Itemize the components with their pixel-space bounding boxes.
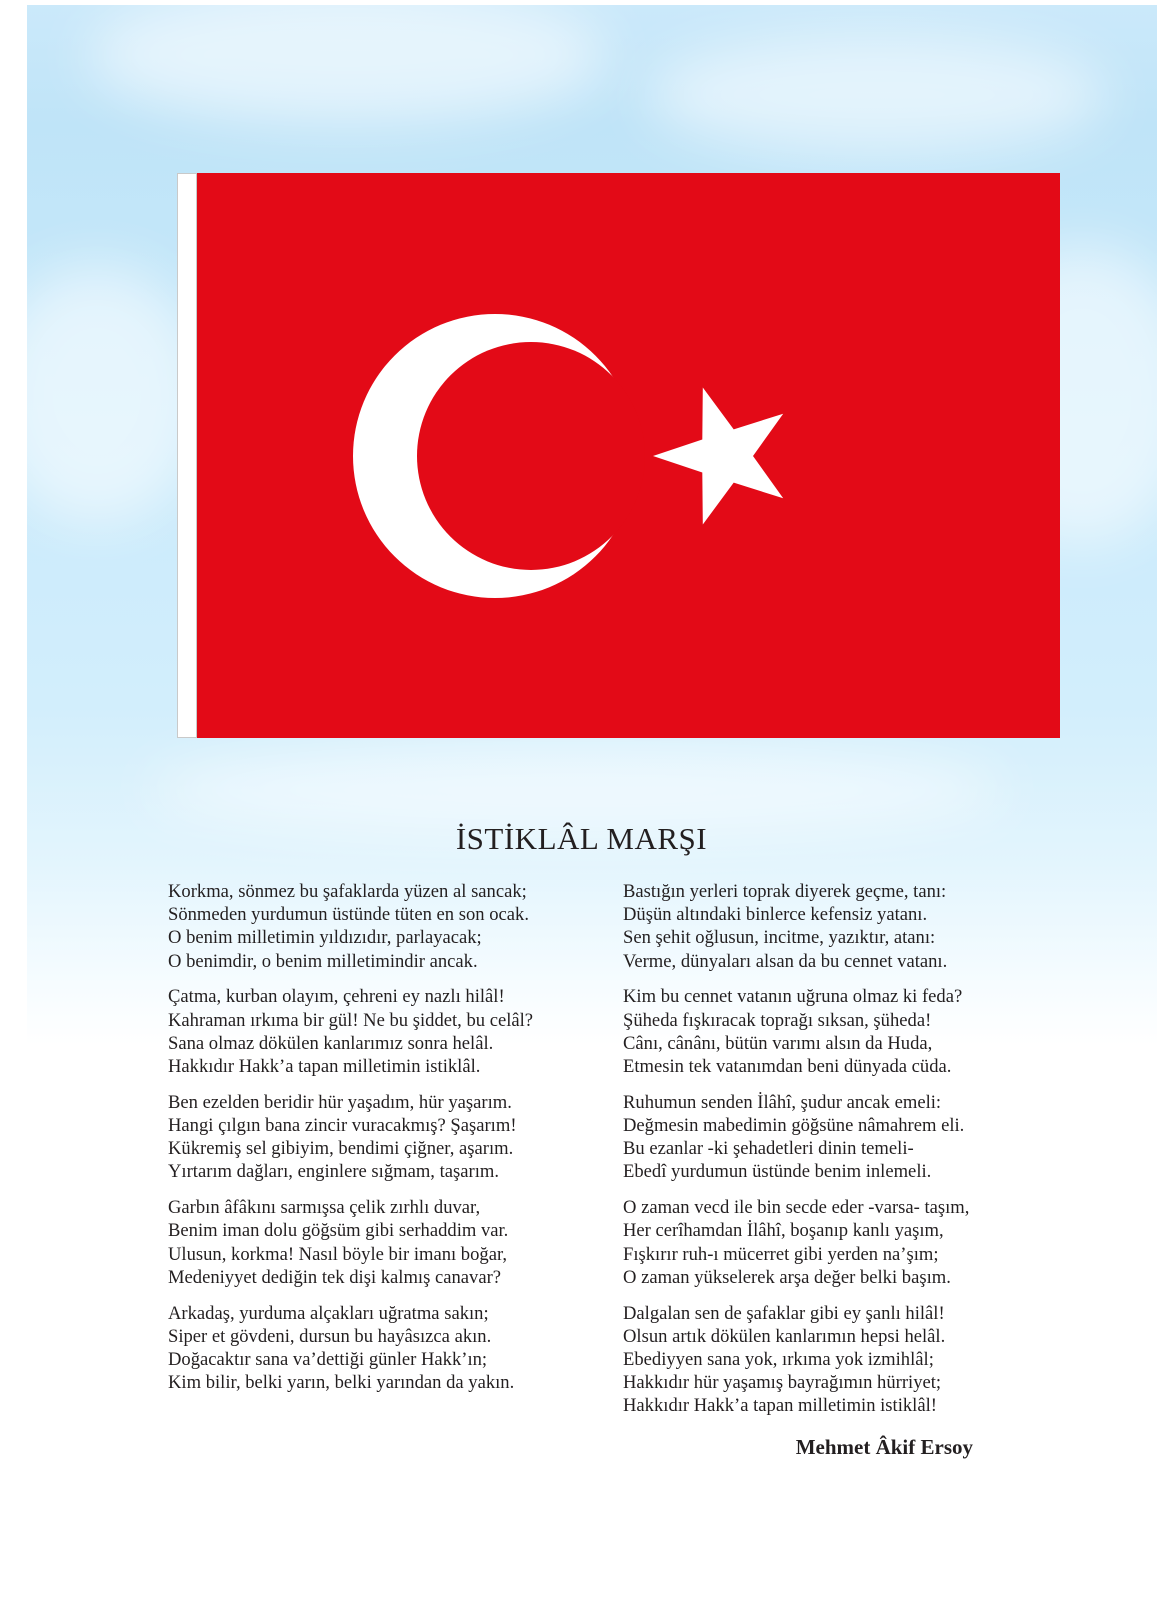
verse-line: Ebediyyen sana yok, ırkıma yok izmihlâl; <box>623 1349 934 1371</box>
verse-line: Medeniyyet dediğin tek dişi kalmış canavar? <box>168 1266 502 1288</box>
verse-line: Hakkıdır hür yaşamış bayrağımın hürriyet; <box>623 1372 942 1394</box>
anthem-left-column <box>168 880 588 1407</box>
turkish-flag <box>177 173 1060 738</box>
verse-line: Hakkıdır Hakk’a tapan milletimin istiklâl! <box>623 1395 937 1417</box>
stanza <box>168 1091 588 1184</box>
verse-line: Çatma, kurban olayım, çehreni ey nazlı hilâl! <box>168 986 505 1008</box>
verse-line: Kim bu cennet vatanın uğruna olmaz ki feda? <box>623 986 963 1008</box>
verse-line: Hangi çılgın bana zincir vuracakmış? Şaşarım! <box>168 1115 517 1137</box>
verse-line: Benim iman dolu göğsüm gibi serhaddim var. <box>168 1220 509 1242</box>
verse-line: Bastığın yerleri toprak diyerek geçme, tanı: <box>623 881 947 902</box>
verse-line: Ben ezelden beridir hür yaşadım, hür yaşarım. <box>168 1091 512 1113</box>
verse-line: Ulusun, korkma! Nasıl böyle bir imanı boğar, <box>168 1243 508 1265</box>
verse-line: Dalgalan sen de şafaklar gibi ey şanlı hilâl! <box>623 1302 945 1324</box>
crescent-inner-disc <box>417 342 645 570</box>
anthem-title: İSTİKLÂL MARŞI <box>455 821 708 856</box>
verse-line: O benim milletimin yıldızıdır, parlayacak; <box>168 927 482 949</box>
verse-line: Kükremiş sel gibiyim, bendimi çiğner, aşarım. <box>168 1138 514 1160</box>
verse-line: Şüheda fışkıracak toprağı sıksan, şüheda! <box>623 1009 932 1031</box>
stanza <box>623 1196 1043 1289</box>
verse-line: Siper et gövdeni, dursun bu hayâsızca akın. <box>168 1325 492 1347</box>
verse-line: Garbın âfâkını sarmışsa çelik zırhlı duvar, <box>168 1197 481 1219</box>
stanza <box>168 985 588 1078</box>
verse-line: Sana olmaz dökülen kanlarımız sonra helâl. <box>168 1032 494 1054</box>
verse-line: Sönmeden yurdumun üstünde tüten en son ocak. <box>168 904 529 926</box>
verse-line: Ruhumun senden İlâhî, şudur ancak emeli: <box>623 1091 942 1113</box>
verse-line: Değmesin mabedimin göğsüne nâmahrem eli. <box>623 1115 965 1137</box>
cloud <box>647 35 1107 155</box>
verse-line: O zaman vecd ile bin secde eder -varsa- taşım, <box>623 1197 970 1219</box>
verse-line: O benimdir, o benim milletimindir ancak. <box>168 950 478 972</box>
verse-line: Korkma, sönmez bu şafaklarda yüzen al sancak; <box>168 881 527 902</box>
verse-line: Doğacaktır sana va’dettiği günler Hakk’ın; <box>168 1349 488 1371</box>
verse-line: Kahraman ırkıma bir gül! Ne bu şiddet, bu celâl? <box>168 1009 534 1031</box>
cloud <box>87 5 607 125</box>
verse-line: Her cerîhamdan İlâhî, boşanıp kanlı yaşım, <box>623 1220 944 1242</box>
verse-line: Yırtarım dağları, enginlere sığmam, taşarım. <box>168 1161 499 1183</box>
stanza <box>623 985 1043 1078</box>
verse-line: Olsun artık dökülen kanlarımın hepsi helâl. <box>623 1325 946 1347</box>
stanza <box>623 1091 1043 1184</box>
verse-line: Düşün altındaki binlerce kefensiz yatanı. <box>623 904 928 926</box>
verse-line: Cânı, cânânı, bütün varımı alsın da Huda, <box>623 1032 933 1054</box>
verse-line: O zaman yükselerek arşa değer belki başım. <box>623 1266 951 1288</box>
author-name: Mehmet Âkif Ersoy <box>795 1435 973 1459</box>
stanza <box>623 880 1043 973</box>
verse-line: Arkadaş, yurduma alçakları uğratma sakın; <box>168 1302 489 1324</box>
verse-line: Verme, dünyaları alsan da bu cennet vatanı. <box>623 950 948 972</box>
verse-line: Fışkırır ruh-ı mücerret gibi yerden na’şım; <box>623 1243 939 1265</box>
stanza <box>168 880 588 973</box>
stanza <box>168 1302 588 1395</box>
verse-line: Bu ezanlar -ki şehadetleri dinin temeli- <box>623 1138 914 1160</box>
flag-field <box>197 173 1060 738</box>
verse-line: Sen şehit oğlusun, incitme, yazıktır, atanı: <box>623 927 936 949</box>
verse-line: Ebedî yurdumun üstünde benim inlemeli. <box>623 1161 932 1183</box>
anthem-right-column <box>623 880 1043 1430</box>
verse-line: Etmesin tek vatanımdan beni dünyada cüda. <box>623 1056 952 1078</box>
stanza <box>168 1196 588 1289</box>
flag-hoist-strip <box>177 173 197 738</box>
verse-line: Hakkıdır Hakk’a tapan milletimin istiklâl. <box>168 1056 481 1078</box>
verse-line: Kim bilir, belki yarın, belki yarından da yakın. <box>168 1372 515 1394</box>
stanza <box>623 1302 1043 1418</box>
